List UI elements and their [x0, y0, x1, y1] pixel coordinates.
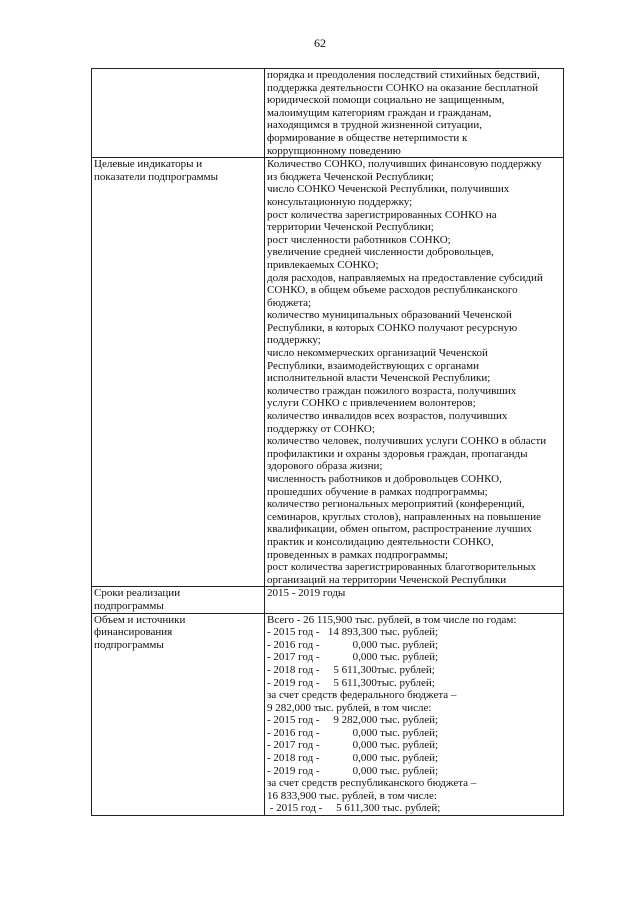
- value-line: число СОНКО Чеченской Республики, получивших: [267, 183, 510, 196]
- table-row: [92, 613, 564, 816]
- value-line: здорового образа жизни;: [267, 460, 383, 473]
- value-line: - 2017 год - 0,000 тыс. рублей;: [267, 739, 439, 752]
- value-line: исполнительной власти Чеченской Республики;: [267, 372, 491, 385]
- value-line: количество человек, получивших услуги СОНКО в области: [267, 435, 547, 448]
- value-line: - 2015 год - 9 282,000 тыс. рублей;: [267, 714, 439, 727]
- value-line: за счет средств федерального бюджета –: [267, 689, 457, 702]
- value-line: консультационную поддержку;: [267, 195, 413, 208]
- value-line: коррупционному поведению: [267, 144, 401, 157]
- value-line: Всего - 26 115,900 тыс. рублей, в том числе по годам:: [267, 613, 517, 626]
- row-value-cell: [265, 158, 564, 587]
- value-line: 16 833,900 тыс. рублей, в том числе:: [267, 789, 437, 802]
- value-line: - 2016 год - 0,000 тыс. рублей;: [267, 726, 439, 739]
- value-line: территории Чеченской Республики;: [267, 221, 434, 234]
- label-line: подпрограммы: [94, 599, 164, 612]
- table-row: [92, 587, 564, 613]
- value-line: организаций на территории Чеченской Республики: [267, 573, 507, 586]
- value-line: профилактики и охраны здоровья граждан, пропаганды: [267, 447, 528, 460]
- label-line: показатели подпрограммы: [94, 170, 218, 183]
- subprogram-passport-table: [91, 68, 564, 816]
- row-label-cell: [92, 69, 265, 158]
- label-line: подпрограммы: [94, 638, 164, 651]
- value-line: рост количества зарегистрированных благотворительных: [267, 561, 536, 574]
- value-line: количество муниципальных образований Чеченской: [267, 309, 512, 322]
- table-row: [92, 69, 564, 158]
- value-line: практик и консолидацию деятельности СОНКО,: [267, 535, 494, 548]
- value-line: поддержку;: [267, 334, 321, 347]
- value-line: за счет средств республиканского бюджета –: [267, 777, 477, 790]
- value-line: находящимся в трудной жизненной ситуации,: [267, 119, 482, 132]
- value-line: проведенных в рамках подпрограммы;: [267, 548, 449, 561]
- value-line: количество региональных мероприятий (конференций,: [267, 498, 525, 511]
- row-label-cell: [92, 587, 265, 613]
- row-value-cell: [265, 69, 564, 158]
- value-line: малоимущим категориям граждан и гражданам,: [267, 106, 492, 119]
- value-line: 9 282,000 тыс. рублей, в том числе:: [267, 701, 432, 714]
- value-line: поддержка деятельности СОНКО на оказание бесплатной: [267, 81, 539, 94]
- value-line: количество инвалидов всех возрастов, получивших: [267, 410, 508, 423]
- value-line: семинаров, круглых столов), направленных на повышение: [267, 510, 541, 523]
- value-line: из бюджета Чеченской Республики;: [267, 170, 434, 183]
- value-line: квалификации, обмен опытом, распространение лучших: [267, 523, 532, 536]
- label-line: Целевые индикаторы и: [94, 158, 203, 171]
- value-line: привлекаемых СОНКО;: [267, 258, 379, 271]
- value-line: - 2015 год - 14 893,300 тыс. рублей;: [267, 626, 439, 639]
- value-line: - 2018 год - 5 611,300тыс. рублей;: [267, 663, 435, 676]
- row-value-cell: [265, 613, 564, 816]
- page-number: 62: [314, 36, 326, 50]
- value-line: Республики, взаимодействующих с органами: [267, 359, 479, 372]
- row-label-cell: [92, 613, 265, 816]
- value-line: 2015 - 2019 годы: [267, 587, 346, 600]
- value-line: Республики, в которых СОНКО получают ресурсную: [267, 321, 518, 334]
- value-line: рост численности работников СОНКО;: [267, 233, 451, 246]
- value-line: - 2015 год - 5 611,300 тыс. рублей;: [267, 802, 441, 815]
- value-line: поддержку от СОНКО;: [267, 422, 375, 435]
- table-row: [92, 158, 564, 587]
- value-line: - 2016 год - 0,000 тыс. рублей;: [267, 638, 439, 651]
- value-line: - 2018 год - 0,000 тыс. рублей;: [267, 752, 439, 765]
- value-line: юридической помощи социально не защищенным,: [267, 94, 505, 107]
- value-line: увеличение средней численности добровольцев,: [267, 246, 494, 259]
- value-line: Количество СОНКО, получивших финансовую поддержку: [267, 158, 542, 171]
- value-line: число некоммерческих организаций Чеченской: [267, 347, 488, 360]
- value-line: рост количества зарегистрированных СОНКО на: [267, 208, 497, 221]
- value-line: услуги СОНКО с привлечением волонтеров;: [267, 397, 476, 410]
- label-line: Сроки реализации: [94, 587, 181, 600]
- value-line: численность работников и добровольцев СОНКО,: [267, 473, 502, 485]
- row-label-cell: [92, 158, 265, 587]
- value-line: СОНКО, в общем объеме расходов республиканского: [267, 284, 518, 297]
- label-line: Объем и источники: [94, 613, 186, 626]
- value-line: - 2019 год - 5 611,300тыс. рублей;: [267, 676, 435, 689]
- value-line: количество граждан пожилого возраста, получивших: [267, 384, 517, 397]
- value-line: формирование в обществе нетерпимости к: [267, 131, 468, 144]
- value-line: прошедших обучение в рамках подпрограммы;: [267, 485, 488, 498]
- value-line: порядка и преодоления последствий стихийных бедствий,: [267, 69, 540, 81]
- label-line: финансирования: [94, 626, 173, 639]
- value-line: - 2019 год - 0,000 тыс. рублей;: [267, 764, 439, 777]
- value-line: - 2017 год - 0,000 тыс. рублей;: [267, 651, 439, 664]
- value-line: бюджета;: [267, 296, 312, 309]
- value-line: доля расходов, направляемых на предоставление субсидий: [267, 271, 543, 284]
- row-value-cell: [265, 587, 564, 613]
